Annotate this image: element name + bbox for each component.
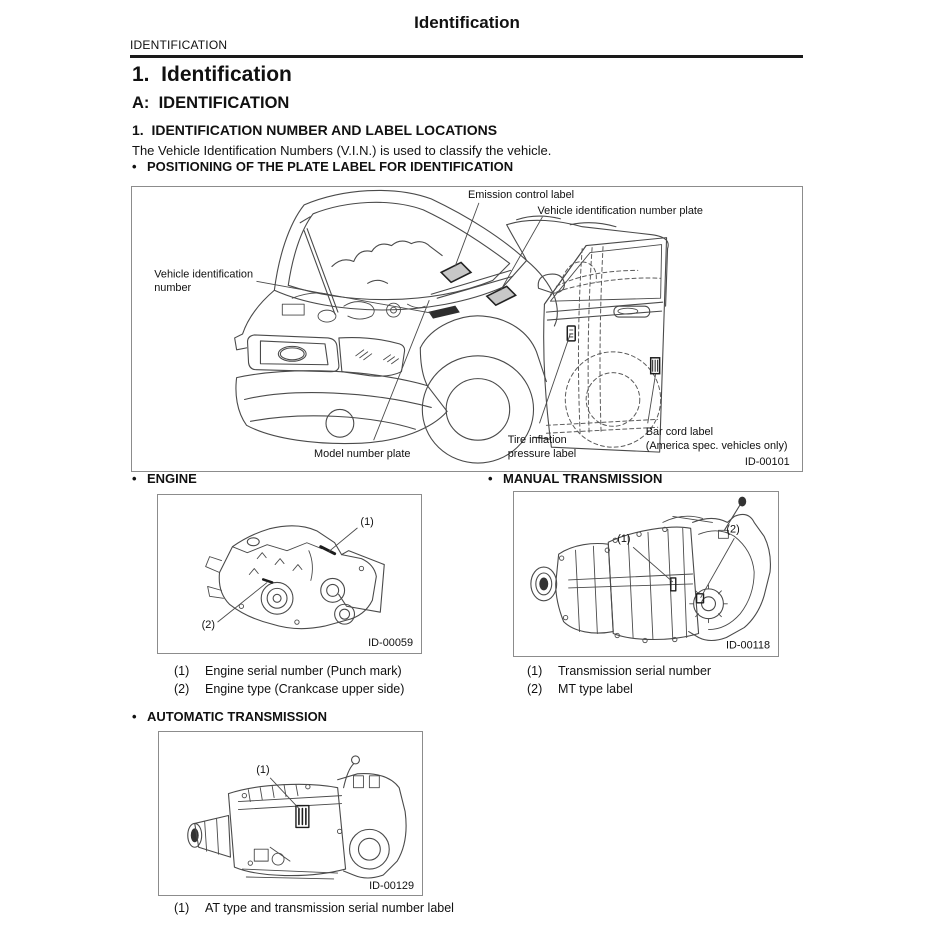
emission-label-plate <box>441 262 471 282</box>
barcode-label-line1: Bar cord label <box>645 426 714 439</box>
front-fascia <box>236 335 447 444</box>
at-drawing <box>188 756 406 879</box>
manual-transmission-figure <box>513 491 779 657</box>
figure-id-at: ID-00129 <box>369 879 415 892</box>
engine-figure <box>157 494 422 654</box>
vehicle-drawing <box>132 187 800 469</box>
header-divider <box>130 55 803 58</box>
page-title: Identification <box>414 13 520 32</box>
engine-drawing <box>206 526 385 629</box>
front-wheel <box>422 356 533 463</box>
vin-number-label-line1: Vehicle identification <box>154 268 254 281</box>
caption-row: (1) Transmission serial number <box>527 664 712 678</box>
subheading-a-identification: A: IDENTIFICATION <box>132 94 290 112</box>
model-plate-label-text: Model number plate <box>314 448 411 461</box>
caption-row: (1) Engine serial number (Punch mark) <box>174 664 402 678</box>
at-callout-1: (1) <box>256 763 270 776</box>
engine-callout-2: (2) <box>201 619 216 632</box>
caption-row: (2) MT type label <box>527 682 633 696</box>
caption-row: (2) Engine type (Crankcase upper side) <box>174 682 405 696</box>
bullet-marker: • <box>132 709 137 724</box>
mt-callout-2: (2) <box>726 523 740 536</box>
leader-lines <box>256 203 655 440</box>
section-header-label: IDENTIFICATION <box>130 38 228 52</box>
bullet-marker: • <box>132 471 137 486</box>
engine-bay-parts <box>282 293 425 322</box>
engine-section-title: • ENGINE <box>132 471 197 486</box>
positioning-title-text: POSITIONING OF THE PLATE LABEL FOR IDENTIFICATION <box>147 159 514 174</box>
at-leader-lines <box>270 778 300 810</box>
figure-id-mt: ID-00118 <box>725 639 771 652</box>
figure-id-main: ID-00101 <box>744 456 790 469</box>
hidden-lines <box>546 247 660 448</box>
mt-drawing <box>531 497 771 643</box>
emission-label-text: Emission control label <box>467 188 575 201</box>
figure-id-engine: ID-00059 <box>368 636 414 649</box>
vehicle-identification-figure <box>131 186 803 472</box>
automatic-transmission-figure <box>158 731 423 896</box>
engine-type-mark <box>263 579 272 582</box>
caption-row: (1) AT type and transmission serial number label <box>174 901 454 915</box>
manual-transmission-section-title: • MANUAL TRANSMISSION <box>488 471 663 486</box>
engine-serial-mark <box>321 547 335 554</box>
tire-label-line1: Tire inflation <box>507 434 567 447</box>
heading-number-label-locations: 1. IDENTIFICATION NUMBER AND LABEL LOCATIONS <box>132 122 498 138</box>
engine-callout-1: (1) <box>360 515 374 528</box>
positioning-title <box>132 159 513 174</box>
vin-number-label-line2: number <box>154 282 192 295</box>
barcode-label-line2: (America spec. vehicles only) <box>645 440 788 453</box>
bullet-marker: • <box>488 471 493 486</box>
tire-label-line2: pressure label <box>507 448 577 461</box>
vin-plate-label-text: Vehicle identification number plate <box>537 204 704 217</box>
bullet-marker: • <box>132 159 137 174</box>
mt-callout-1: (1) <box>617 533 631 546</box>
vin-number-bar <box>429 306 459 318</box>
automatic-transmission-section-title: • AUTOMATIC TRANSMISSION <box>132 709 328 724</box>
intro-text: The Vehicle Identification Numbers (V.I.N.) is used to classify the vehicle. <box>132 143 552 158</box>
heading-identification: 1. Identification <box>132 63 292 86</box>
